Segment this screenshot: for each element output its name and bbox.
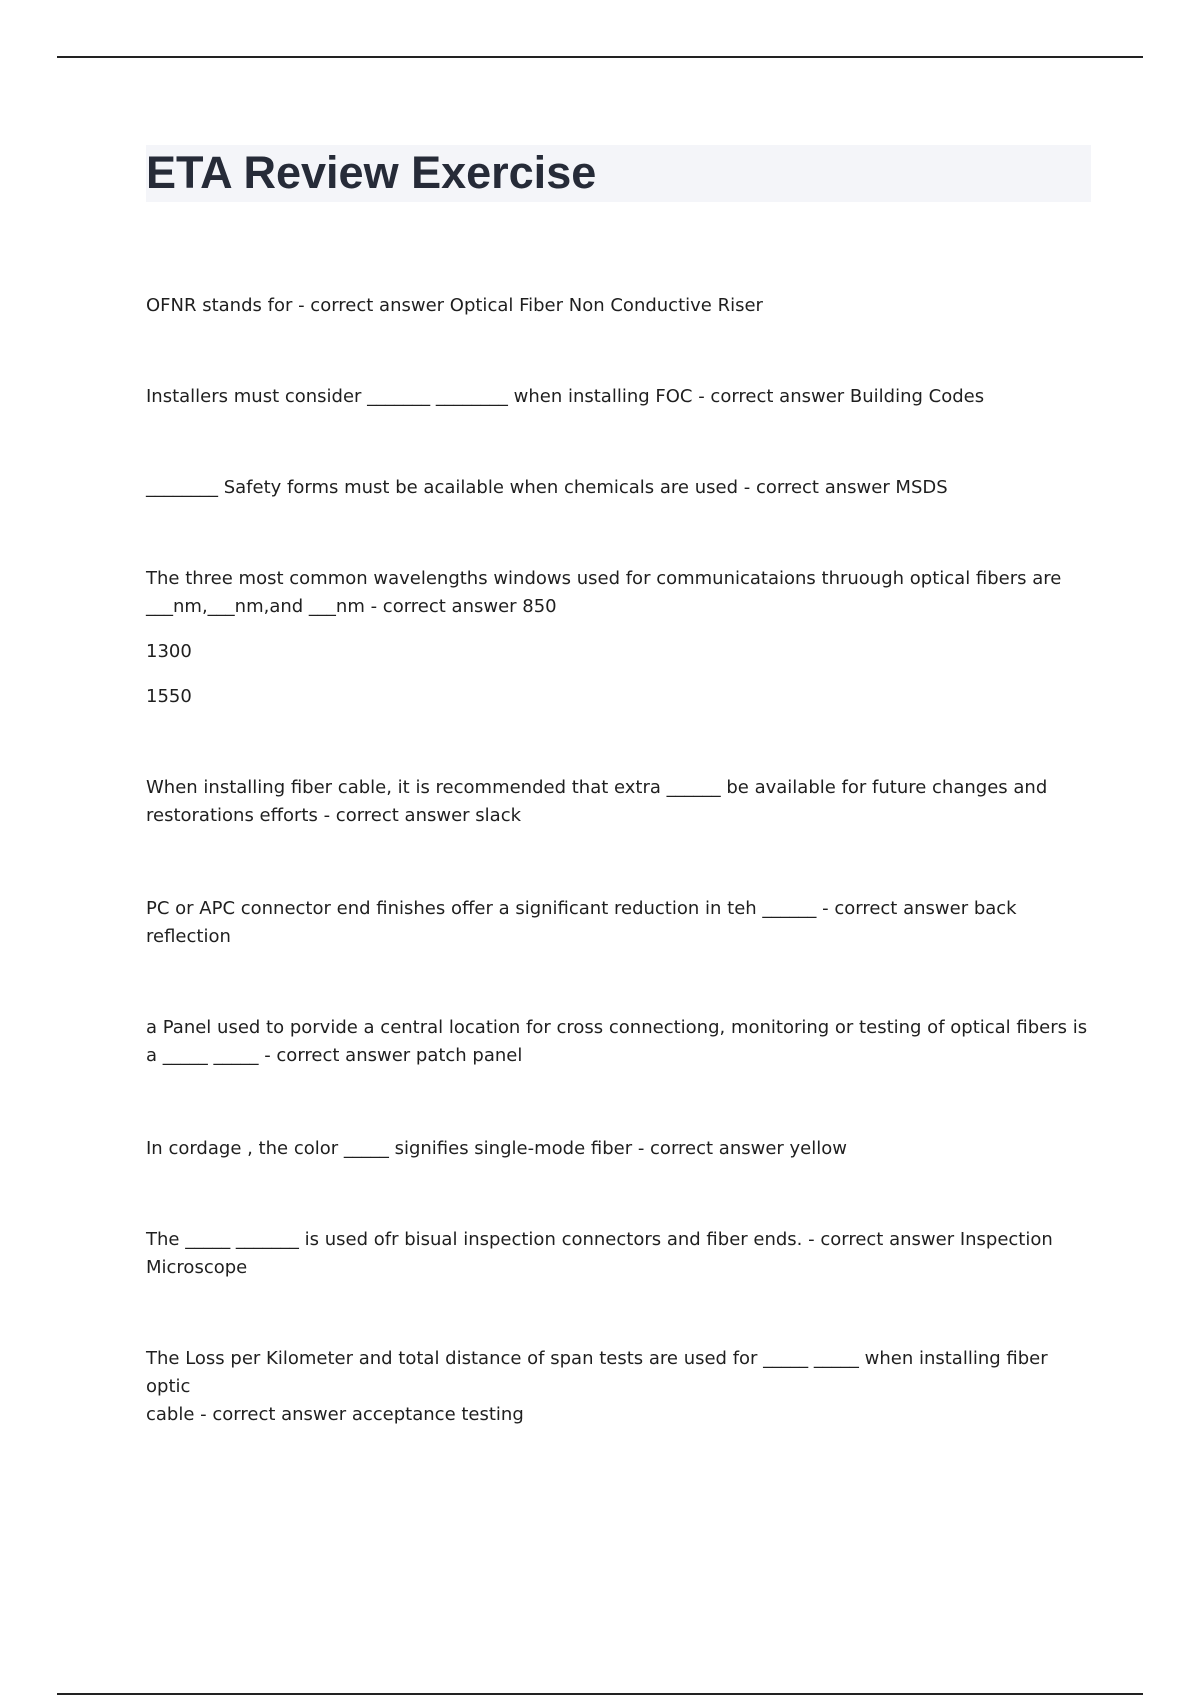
qa-item-5 (146, 774, 1096, 830)
qa-item-7-line-2: a _____ _____ - correct answer patch panel (146, 1045, 523, 1066)
qa-item-5-line-2: restorations efforts - correct answer slack (146, 805, 522, 826)
qa-item-4-answer-3: 1550 (146, 686, 192, 707)
qa-item-4-line-1: The three most common wavelengths windows used for communicataions thruough optical fibers are (146, 568, 1062, 589)
qa-item-8: In cordage , the color _____ signifies single-mode fiber - correct answer yellow (146, 1138, 847, 1159)
qa-item-2: Installers must consider _______ ________ when installing FOC - correct answer Building Codes (146, 386, 985, 407)
qa-item-9 (146, 1226, 1096, 1282)
top-rule (57, 56, 1143, 58)
bottom-rule (57, 1693, 1143, 1695)
qa-item-4 (146, 565, 1096, 711)
qa-item-1: OFNR stands for - correct answer Optical Fiber Non Conductive Riser (146, 295, 763, 316)
qa-item-10-line-2: cable - correct answer acceptance testing (146, 1404, 524, 1425)
qa-item-6-line-2: reflection (146, 926, 231, 947)
qa-item-6 (146, 895, 1096, 951)
qa-item-5-line-1: When installing fiber cable, it is recommended that extra ______ be available for future changes and (146, 777, 1048, 798)
qa-item-3: ________ Safety forms must be acailable when chemicals are used - correct answer MSDS (146, 477, 948, 498)
qa-item-7 (146, 1014, 1096, 1070)
qa-item-9-line-1: The _____ _______ is used ofr bisual inspection connectors and fiber ends. - correct answer Inspection (146, 1229, 1053, 1250)
qa-item-10 (146, 1345, 1096, 1429)
qa-item-4-answer-2: 1300 (146, 641, 192, 662)
qa-item-7-line-1: a Panel used to porvide a central location for cross connectiong, monitoring or testing of optical fibers is (146, 1017, 1088, 1038)
qa-item-4-line-2: ___nm,___nm,and ___nm - correct answer 850 (146, 596, 557, 617)
qa-item-9-line-2: Microscope (146, 1257, 248, 1278)
document-title: ETA Review Exercise (146, 147, 597, 198)
qa-item-6-line-1: PC or APC connector end finishes offer a significant reduction in teh ______ - correct answer back (146, 898, 1017, 919)
qa-item-10-line-1: The Loss per Kilometer and total distance of span tests are used for _____ _____ when installing fiber optic (146, 1348, 1048, 1397)
